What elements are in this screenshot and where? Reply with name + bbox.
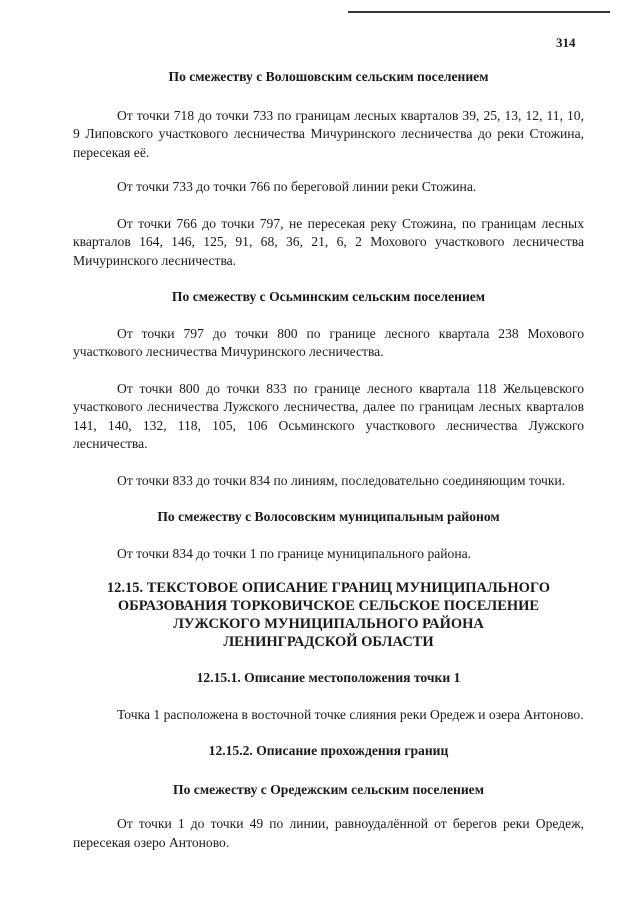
subheading-12-15-2: 12.15.2. Описание прохождения границ bbox=[208, 743, 449, 758]
subheading-osminskoe: По смежеству с Осьминским сельским поселением bbox=[171, 289, 486, 304]
subheading-volosovsky: По смежеству с Волосовским муниципальным районом bbox=[157, 509, 500, 524]
paragraph-733-766: От точки 733 до точки 766 по береговой линии реки Стожина. bbox=[117, 179, 477, 194]
paragraph-797-800: От точки 797 до точки 800 по границе лесного квартала 238 Мохового участкового лесничества Мичуринского лесничества. bbox=[73, 325, 584, 359]
paragraph-833-834: От точки 833 до точки 834 по линиям, последовательно соединяющим точки. bbox=[117, 472, 566, 488]
subheading-voloshovskoe: По смежеству с Волошовским сельским поселением bbox=[168, 69, 489, 84]
subheading-oredezhskoe: По смежеству с Оредежским сельским поселением bbox=[173, 781, 484, 797]
paragraph-point-1: Точка 1 расположена в восточной точке слияния реки Оредеж и озера Антоново. bbox=[117, 706, 584, 722]
section-title-12-15 bbox=[73, 579, 584, 651]
paragraph-1-49: От точки 1 до точки 49 по линии, равноудалённой от берегов реки Оредеж, пересекая озеро Антоново. bbox=[73, 816, 584, 850]
section-title-line: ЛЕНИНГРАДСКОЙ ОБЛАСТИ bbox=[223, 634, 434, 650]
paragraph-718-733: От точки 718 до точки 733 по границам лесных кварталов 39, 25, 13, 12, 11, 10, 9 Липовского участкового лесничества Мичуринского лесничества до реки Стожина, пересекая её. bbox=[73, 107, 584, 160]
paragraph-834-1: От точки 834 до точки 1 по границе муниципального района. bbox=[117, 545, 472, 561]
section-title-line: 12.15. ТЕКСТОВОЕ ОПИСАНИЕ ГРАНИЦ МУНИЦИПАЛЬНОГО bbox=[106, 580, 551, 596]
section-title-line: ЛУЖСКОГО МУНИЦИПАЛЬНОГО РАЙОНА bbox=[173, 616, 484, 632]
page-number: 314 bbox=[556, 35, 576, 50]
header-rule bbox=[348, 11, 610, 13]
subheading-12-15-1: 12.15.1. Описание местоположения точки 1 bbox=[196, 670, 461, 685]
paragraph-766-797: От точки 766 до точки 797, не пересекая реку Стожина, по границам лесных кварталов 164, 146, 125, 91, 68, 36, 21, 6, 2 Мохового участкового лесничества Мичуринского лесничества. bbox=[73, 215, 584, 268]
paragraph-800-833: От точки 800 до точки 833 по границе лесного квартала 118 Жельцевского участкового лесничества Лужского лесничества, далее по границам лесных кварталов 141, 140, 132, 118, 105, 106 Осьминского участкового лесничества Лужского лесничества. bbox=[73, 380, 584, 451]
section-title-line: ОБРАЗОВАНИЯ ТОРКОВИЧСКОЕ СЕЛЬСКОЕ ПОСЕЛЕНИЕ bbox=[117, 598, 540, 614]
document-body bbox=[73, 68, 584, 852]
